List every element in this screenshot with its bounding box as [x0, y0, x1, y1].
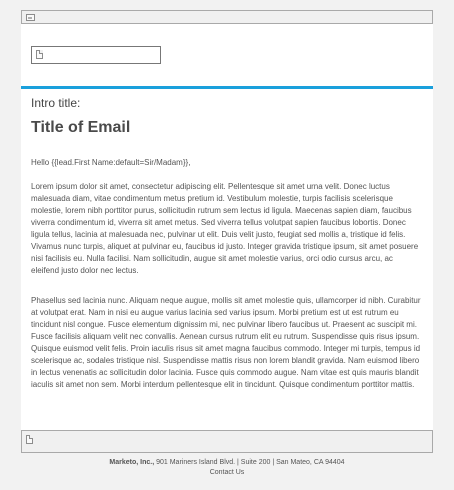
document-placeholder-icon [26, 435, 33, 444]
footer-image-placeholder[interactable] [21, 430, 433, 453]
footer-address: 901 Mariners Island Blvd. | Suite 200 | San Mateo, CA 94404 [154, 459, 345, 466]
body-paragraph-1: Lorem ipsum dolor sit amet, consectetur adipiscing elit. Pellentesque sit amet urna velit. Donec luctus malesuada diam, vitae condimentum metus pretium id. Vestibulum molestie, turpis facilisis scelerisque molestie, lorem nibh porttitor purus, sollicitudin rutrum sem lectus id ligula. Maecenas sapien diam, faucibus viverra condimentum id, viverra sit amet metus. Sed viverra tellus volutpat sapien faucibus lobortis. Donec ligula tellus, lacinia at malesuada nec, pulvinar ut elit. Duis velit justo, feugiat sed mollis a, tristique id felis. Vivamus nunc turpis, aliquet at pulvinar eu, faucibus id justo. Integer gravida tristique ipsum, sit amet posuere nisi facilisis eu. Nulla facilisi. Nam sollicitudin, augue sit amet molestie varius, orci odio cursus arcu, ac eleifend justo dolor nec lectus. [31, 182, 419, 275]
document-placeholder-icon [36, 50, 43, 59]
accent-divider [21, 86, 433, 89]
footer-company-name: Marketo, Inc., [109, 459, 155, 466]
footer-address-line [0, 458, 454, 468]
contact-us-link[interactable]: Contact Us [209, 469, 245, 476]
greeting-text: Hello {{lead.First Name:default=Sir/Madam}}, [31, 158, 191, 167]
logo-image-placeholder[interactable] [31, 46, 161, 64]
email-title: Title of Email [31, 119, 131, 136]
image-placeholder-icon [26, 14, 35, 21]
body-paragraph-2: Phasellus sed lacinia nunc. Aliquam neque augue, mollis sit amet molestie quis, ullamcorper id nibh. Curabitur at volutpat erat. Nam in nisi eu augue varius lacinia sed varius ipsum. Morbi pretium est ut est rutrum eu tincidunt nisl congue. Fusce elementum dignissim mi, nec pulvinar libero faucibus ut. Praesent ac suscipit mi. Fusce facilisis aliquam velit nec convallis. Aenean cursus rutrum elit eu rutrum. Suspendisse quis risus ipsum. Quisque euismod velit felis. Proin iaculis risus sit amet magna faucibus commodo. Integer mi turpis, tempus id scelerisque ac, sodales tristique nisl. Suspendisse mattis risus non lorem blandit gravida. Nam euismod libero in lectus venenatis ac sollicitudin dolor lacinia. Fusce quis commodo augue. Nam vitae est quis mauris blandit iaculis sit amet non sem. Morbi interdum pellentesque elit in tincidunt. Quisque condimentum porttitor mattis. [31, 296, 421, 389]
intro-title: Intro title: [31, 96, 81, 110]
email-container [21, 10, 433, 452]
preheader-image-placeholder[interactable] [21, 10, 433, 24]
footer [0, 458, 454, 478]
